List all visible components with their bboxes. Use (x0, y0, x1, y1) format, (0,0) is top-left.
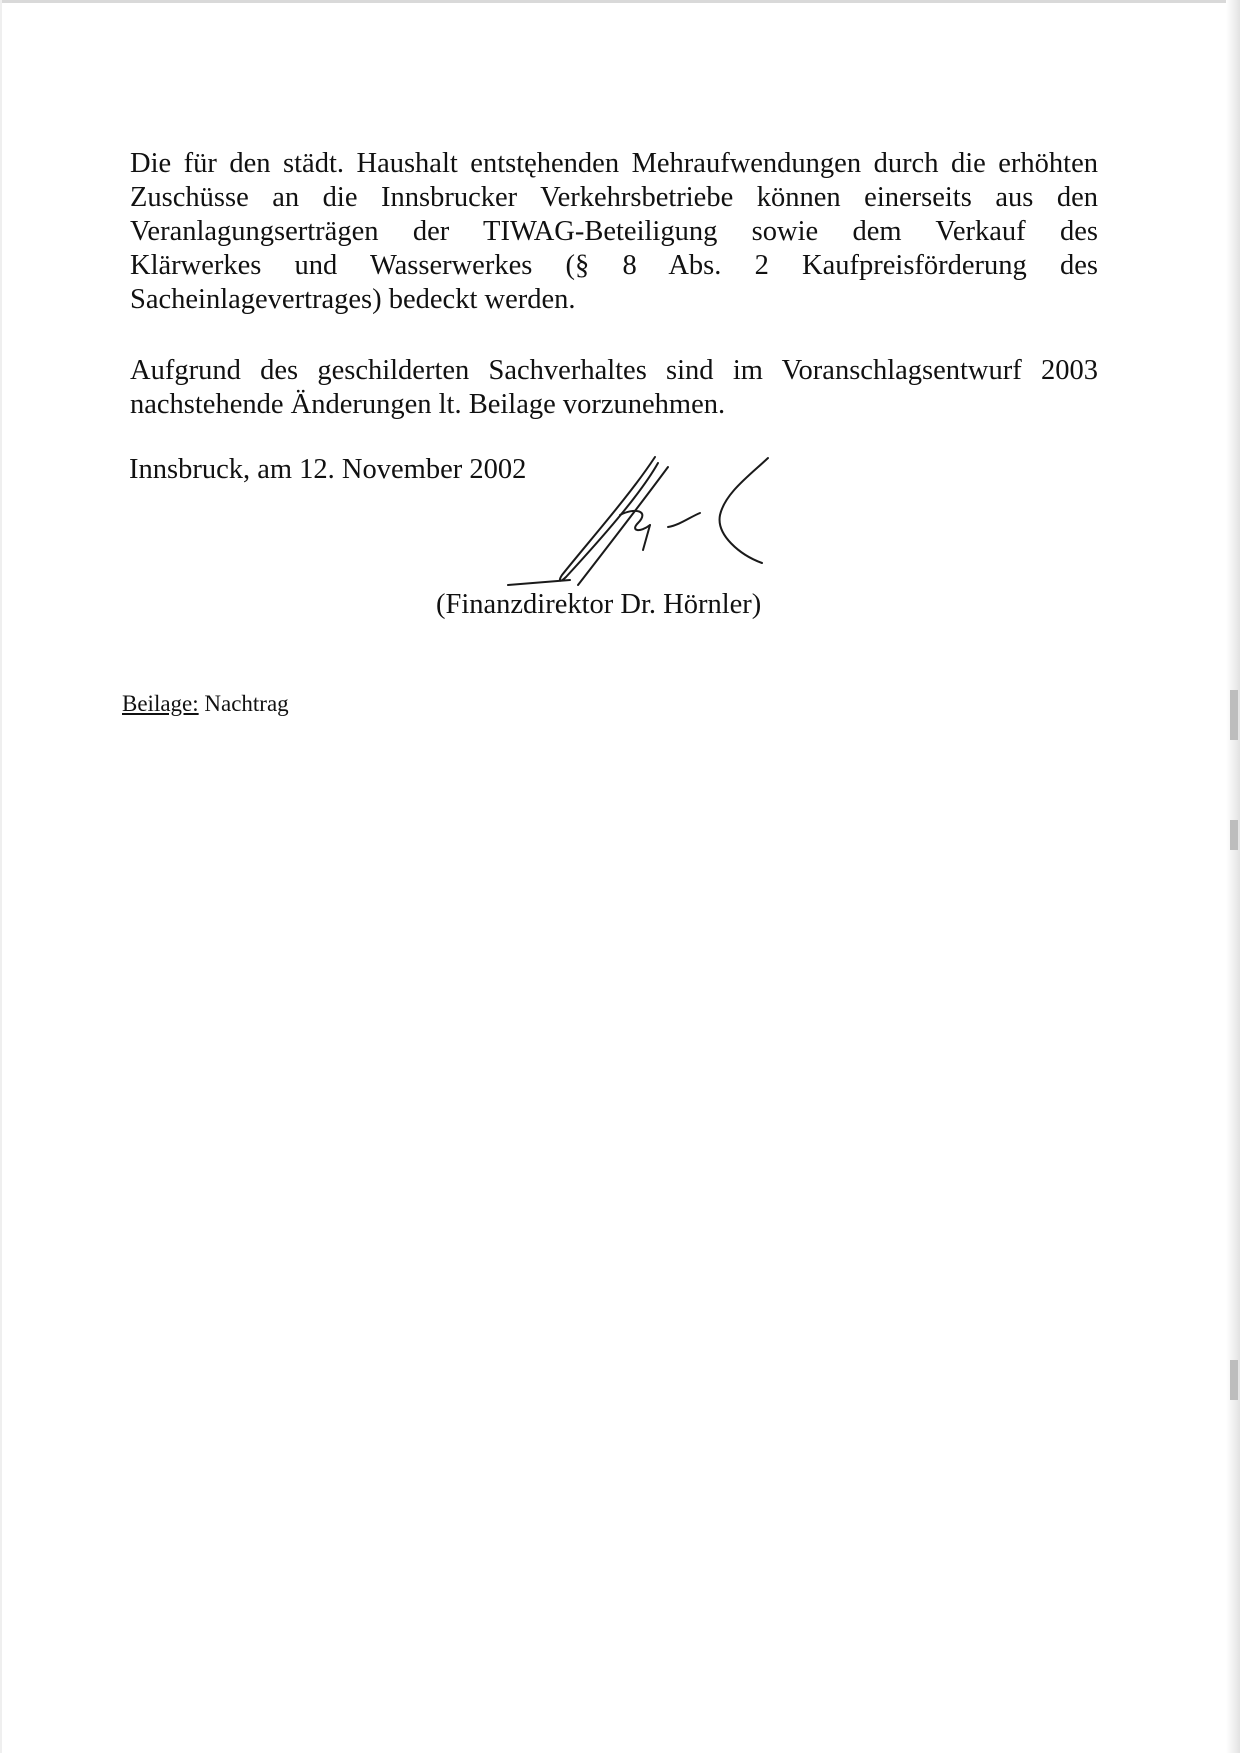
enclosure-value: Nachtrag (204, 691, 289, 716)
text-line: Sacheinlagevertrages) bedeckt werden. (130, 284, 576, 315)
scan-mark (1230, 820, 1238, 850)
text-line: Veranlagungserträgen der TIWAG-Beteiligung sowie dem Verkauf des (130, 216, 1098, 247)
enclosure-note (122, 690, 289, 718)
text-line: Aufgrund des geschilderten Sachverhaltes sind im Voranschlagsentwurf 2003 (130, 355, 1098, 386)
text-line: Zuschüsse an die Innsbrucker Verkehrsbetriebe können einerseits aus den (130, 182, 1098, 213)
scan-mark (1230, 690, 1238, 740)
enclosure-label: Beilage: (122, 691, 199, 716)
handwritten-signature (500, 455, 790, 595)
text-line: Die für den städt. Haushalt entstęhenden Mehraufwendungen durch die erhöhten (130, 148, 1098, 179)
paragraph-funding (130, 147, 1098, 317)
place-date: Innsbruck, am 12. November 2002 (129, 454, 527, 485)
text-line: Klärwerkes und Wasserwerkes (§ 8 Abs. 2 Kaufpreisförderung des (130, 250, 1098, 281)
scan-edge-top (0, 0, 1240, 3)
scan-edge-right (1226, 0, 1240, 1753)
scan-mark (1230, 1360, 1238, 1400)
paragraph-changes (130, 354, 1098, 422)
signer-name: (Finanzdirektor Dr. Hörnler) (436, 589, 762, 620)
scan-edge-left (0, 0, 2, 1753)
text-line: nachstehende Änderungen lt. Beilage vorzunehmen. (130, 389, 726, 420)
